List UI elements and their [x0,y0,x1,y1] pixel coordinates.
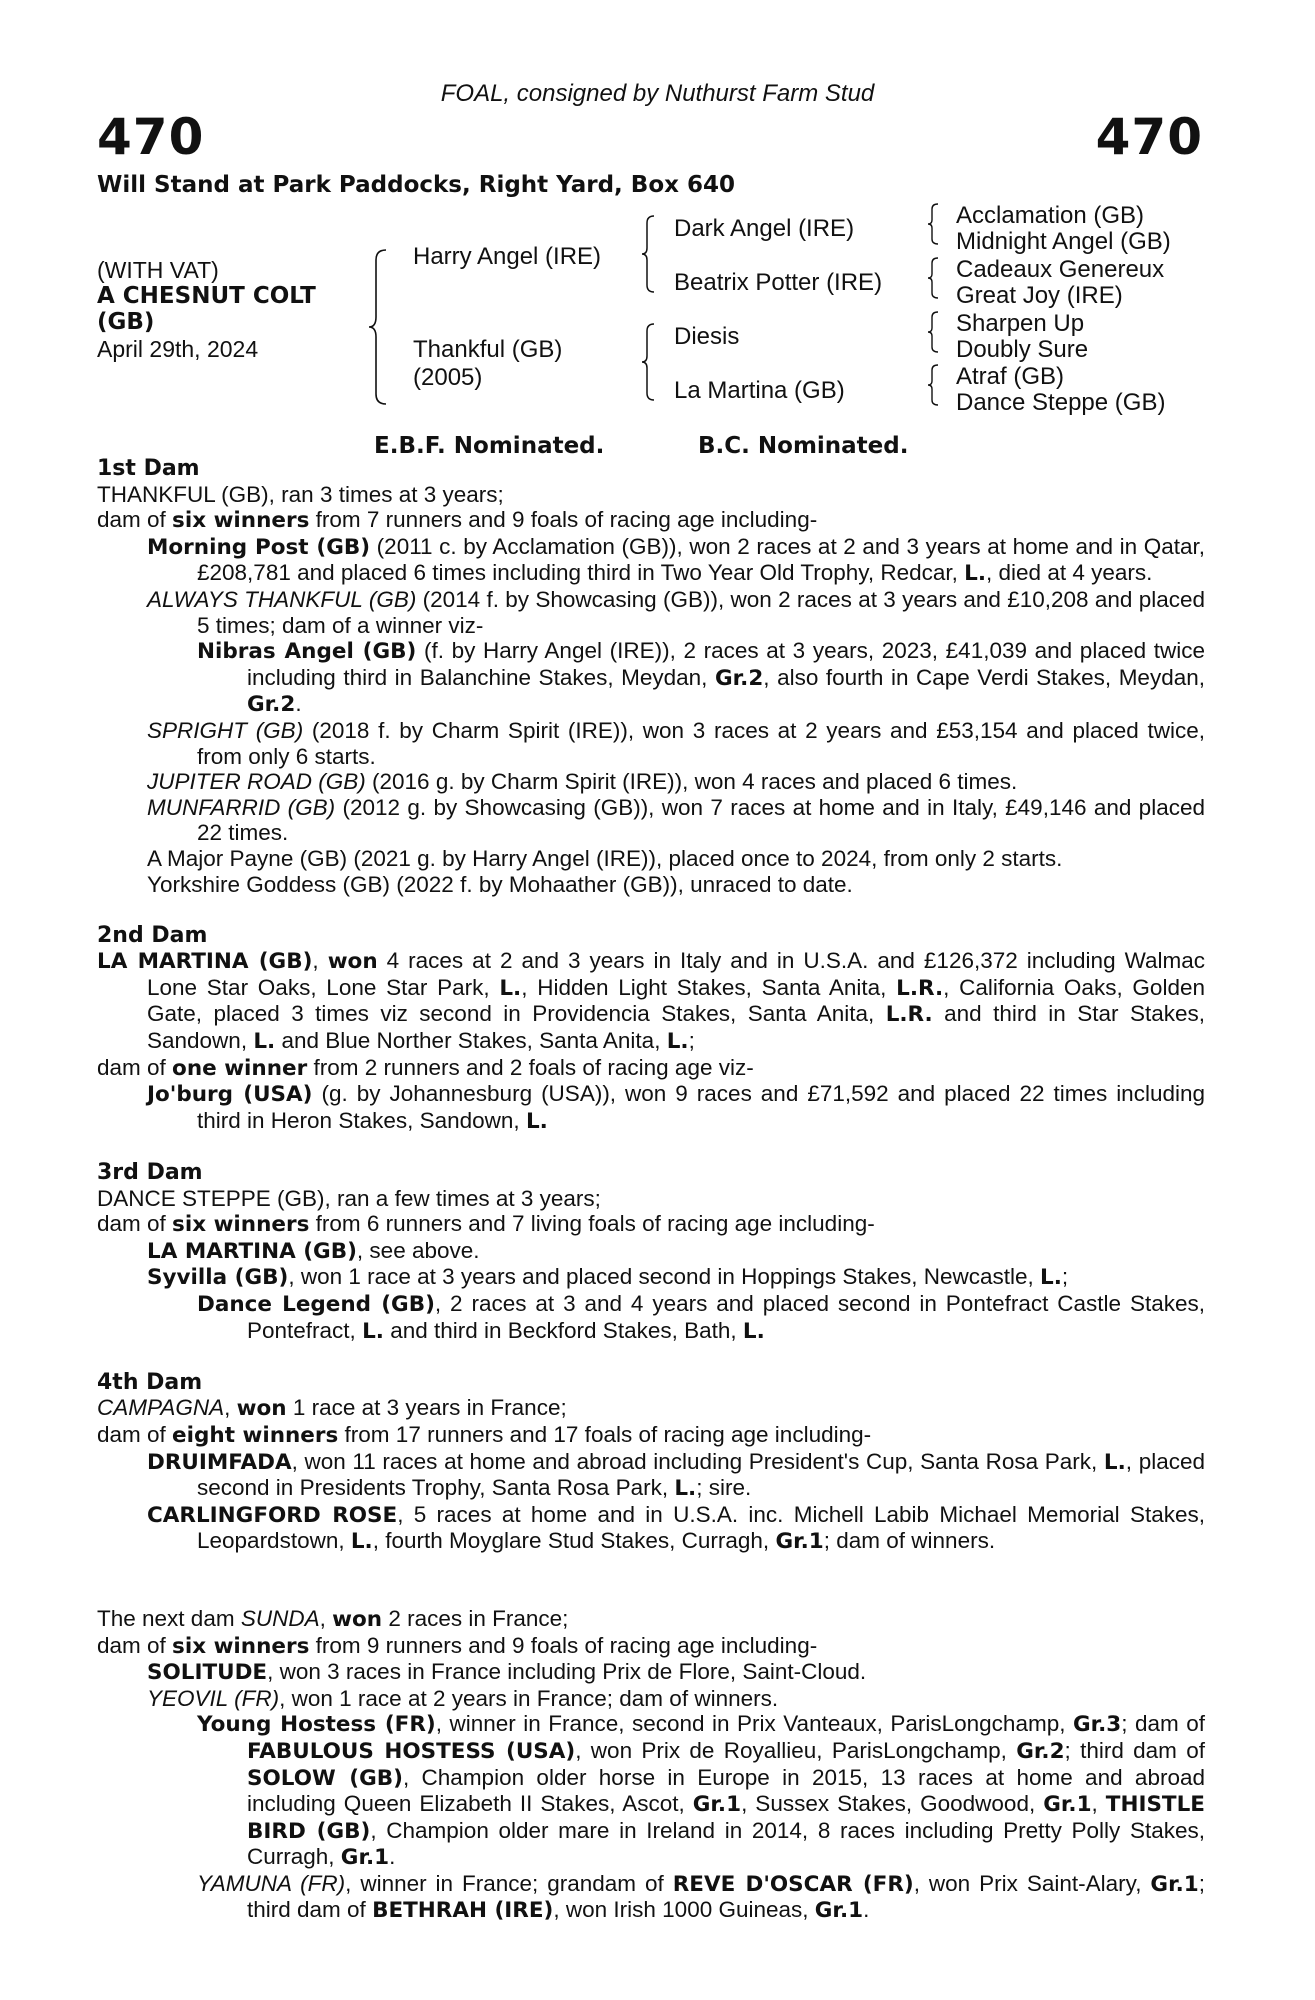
second-dam-produce: dam of one winner from 2 runners and 2 foals of racing age viz- [97,1054,754,1081]
pedigree-g4: Great Joy (IRE) [956,282,1123,309]
pedigree-brace-main [367,248,389,406]
pedigree-dam-sire: Diesis [674,323,740,350]
pedigree-brace-g1 [926,202,940,246]
produce-yorkshire-goddess: Yorkshire Goddess (GB) (2022 f. by Mohaather (GB)), unraced to date. [147,871,853,897]
pedigree-g2: Midnight Angel (GB) [956,228,1171,255]
pedigree-dam-dam: La Martina (GB) [674,377,845,404]
stand-location: Will Stand at Park Paddocks, Right Yard, Box 640 [97,172,735,198]
next-dam-produce: dam of six winners from 9 runners and 9 foals of racing age including- [97,1632,818,1659]
consignment-line: FOAL, consigned by Nuthurst Farm Stud [440,80,875,107]
third-dam-produce: dam of six winners from 6 runners and 7 living foals of racing age including- [97,1211,875,1238]
produce-yeovil: YEOVIL (FR), won 1 race at 2 years in France; dam of winners. [147,1685,779,1711]
produce-a-major-payne: A Major Payne (GB) (2021 g. by Harry Angel (IRE)), placed once to 2024, from only 2 starts. [147,845,1063,871]
third-dam-heading: 3rd Dam [97,1160,203,1186]
second-dam-heading: 2nd Dam [97,922,208,948]
bc-nomination: B.C. Nominated. [698,433,909,459]
produce-druimfada: DRUIMFADA, won 11 races at home and abroad including President's Cup, Santa Rosa Park, L., placed second in Presidents Trophy, Santa Rosa Park, L.; sire. [147,1448,1205,1502]
pedigree-g5: Sharpen Up [956,310,1085,337]
pedigree-sire: Harry Angel (IRE) [413,243,602,270]
produce-always-thankful: ALWAYS THANKFUL (GB) (2014 f. by Showcasing (GB)), won 2 races at 3 years and £10,208 and placed 5 times; dam of a winner viz- [147,586,1205,638]
pedigree-dam: Thankful (GB) [413,336,563,363]
produce-la-martina: LA MARTINA (GB), see above. [147,1237,480,1264]
produce-syvilla: Syvilla (GB), won 1 race at 3 years and placed second in Hoppings Stakes, Newcastle, L.; [147,1264,1069,1291]
pedigree-brace-g3 [926,310,940,354]
pedigree-brace-g4 [926,363,940,407]
pedigree-brace-dam [640,322,656,402]
pedigree-g8: Dance Steppe (GB) [956,389,1166,416]
fourth-dam-produce: dam of eight winners from 17 runners and 17 foals of racing age including- [97,1421,872,1448]
produce-munfarrid: MUNFARRID (GB) (2012 g. by Showcasing (GB)), won 7 races at home and in Italy, £49,146 and placed 22 times. [147,794,1205,846]
second-dam-record: LA MARTINA (GB), won 4 races at 2 and 3 years in Italy and in U.S.A. and £126,372 including Walmac Lone Star Oaks, Lone Star Park, L., Hidden Light Stakes, Santa Anita, L.R., California Oaks, Golden Gate, placed 3 times viz second in Providencia Stakes, Santa Anita, L.R. and third in Star Stakes, Sandown, L. and Blue Norther Stakes, Santa Anita, L.; [97,948,1205,1055]
catalogue-body [97,456,1205,1924]
fourth-dam-heading: 4th Dam [97,1369,203,1395]
pedigree-g1: Acclamation (GB) [956,202,1145,229]
produce-dance-legend: Dance Legend (GB), 2 races at 3 and 4 years and placed second in Pontefract Castle Stakes, Pontefract, L. and third in Beckford Stakes, Bath, L. [197,1291,1205,1344]
pedigree-brace-sire [640,214,656,294]
first-dam-intro: THANKFUL (GB), ran 3 times at 3 years; [97,481,504,507]
pedigree-sire-sire: Dark Angel (IRE) [674,215,855,242]
produce-joburg: Jo'burg (USA) (g. by Johannesburg (USA)), won 9 races and £71,592 and placed 22 times including third in Heron Stakes, Sandown, L. [147,1081,1206,1134]
produce-yamuna: YAMUNA (FR), winner in France; grandam of REVE D'OSCAR (FR), won Prix Saint-Alary, Gr.1; third dam of BETHRAH (IRE), won Irish 1000 Guineas, Gr.1. [197,1870,1205,1924]
lot-number-left: 470 [97,108,205,166]
pedigree-sire-dam: Beatrix Potter (IRE) [674,269,883,296]
foaling-date: April 29th, 2024 [97,336,259,362]
vat-note: (WITH VAT) [97,257,219,283]
ebf-nomination: E.B.F. Nominated. [374,433,605,459]
pedigree-g3: Cadeaux Genereux [956,256,1165,283]
lot-description: A CHESNUT COLT [97,283,316,309]
third-dam-intro: DANCE STEPPE (GB), ran a few times at 3 years; [97,1185,601,1211]
pedigree-brace-g2 [926,256,940,300]
next-dam-intro: The next dam SUNDA, won 2 races in France; [97,1605,569,1632]
first-dam-heading: 1st Dam [97,456,200,481]
pedigree-dam-year: (2005) [413,364,483,391]
produce-morning-post: Morning Post (GB) (2011 c. by Acclamation (GB)), won 2 races at 2 and 3 years at home and in Qatar, £208,781 and placed 6 times including third in Two Year Old Trophy, Redcar, L., died at 4 years. [147,533,1205,587]
fourth-dam-intro: CAMPAGNA, won 1 race at 3 years in France; [97,1395,567,1422]
first-dam-produce: dam of six winners from 7 runners and 9 foals of racing age including- [97,507,818,534]
lot-description-country: (GB) [97,309,155,335]
produce-carlingford-rose: CARLINGFORD ROSE, 5 races at home and in U.S.A. inc. Michell Labib Michael Memorial Stakes, Leopardstown, L., fourth Moyglare Stud Stakes, Curragh, Gr.1; dam of winners. [147,1501,1206,1555]
produce-jupiter-road: JUPITER ROAD (GB) (2016 g. by Charm Spirit (IRE)), won 4 races and placed 6 times. [147,769,1018,795]
produce-young-hostess: Young Hostess (FR), winner in France, second in Prix Vanteaux, ParisLongchamp, Gr.3; dam of FABULOUS HOSTESS (USA), won Prix de Royallieu, ParisLongchamp, Gr.2; third dam of SOLOW (GB), Champion older horse in Europe in 2015, 13 races at home and abroad including Queen Elizabeth II Stakes, Ascot, Gr.1, Sussex Stakes, Goodwood, Gr.1, THISTLE BIRD (GB), Champion older mare in Ireland in 2014, 8 races including Pretty Polly Stakes, Curragh, Gr.1. [197,1711,1206,1871]
lot-number-right: 470 [1095,108,1203,166]
pedigree-g7: Atraf (GB) [956,363,1065,390]
produce-nibras-angel: Nibras Angel (GB) (f. by Harry Angel (IRE)), 2 races at 3 years, 2023, £41,039 and placed twice including third in Balanchine Stakes, Meydan, Gr.2, also fourth in Cape Verdi Stakes, Meydan, Gr.2. [197,638,1205,718]
produce-solitude: SOLITUDE, won 3 races in France including Prix de Flore, Saint-Cloud. [147,1659,867,1686]
pedigree-g6: Doubly Sure [956,336,1089,363]
produce-spright: SPRIGHT (GB) (2018 f. by Charm Spirit (IRE)), won 3 races at 2 years and £53,154 and placed twice, from only 6 starts. [147,717,1205,769]
